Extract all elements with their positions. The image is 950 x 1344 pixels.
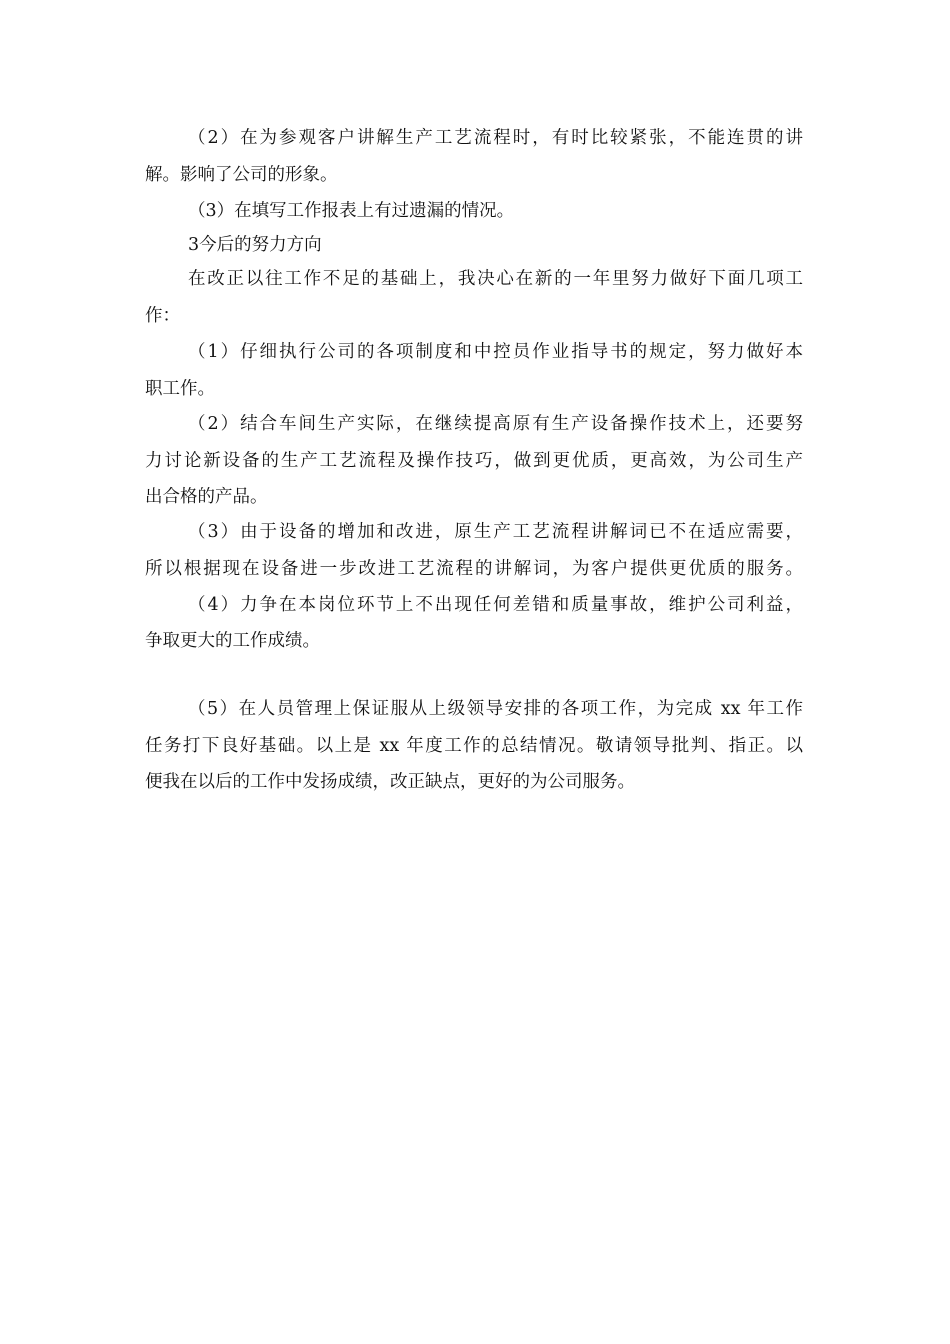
paragraph-line: 在改正以往工作不足的基础上，我决心在新的一年里努力做好下面几项工 <box>188 269 803 289</box>
paragraph-line: 出合格的产品。 <box>145 487 268 507</box>
paragraph-line: （3）在填写工作报表上有过遗漏的情况。 <box>188 201 515 221</box>
paragraph-line: 任务打下良好基础。以上是 xx 年度工作的总结情况。敬请领导批判、指正。以 <box>145 736 803 756</box>
paragraph-line: 作： <box>145 306 180 326</box>
paragraph-line: 便我在以后的工作中发扬成绩，改正缺点，更好的为公司服务。 <box>145 772 635 792</box>
paragraph-line: （3）由于设备的增加和改进，原生产工艺流程讲解词已不在适应需要， <box>188 522 803 542</box>
paragraph-line: （5）在人员管理上保证服从上级领导安排的各项工作，为完成 xx 年工作 <box>188 699 803 719</box>
paragraph-line: 力讨论新设备的生产工艺流程及操作技巧，做到更优质，更高效，为公司生产 <box>145 451 803 471</box>
paragraph-line: （1）仔细执行公司的各项制度和中控员作业指导书的规定，努力做好本 <box>188 342 803 362</box>
paragraph-line: 所以根据现在设备进一步改进工艺流程的讲解词，为客户提供更优质的服务。 <box>145 559 803 579</box>
paragraph-line: （2）结合车间生产实际，在继续提高原有生产设备操作技术上，还要努 <box>188 414 803 434</box>
paragraph-line: （2）在为参观客户讲解生产工艺流程时，有时比较紧张，不能连贯的讲 <box>188 128 803 148</box>
paragraph-line: 争取更大的工作成绩。 <box>145 631 320 651</box>
paragraph-line: 职工作。 <box>145 379 215 399</box>
paragraph-line: 解。影响了公司的形象。 <box>145 165 338 185</box>
section-heading: 3今后的努力方向 <box>188 235 322 255</box>
paragraph-line: （4）力争在本岗位环节上不出现任何差错和质量事故，维护公司利益， <box>188 595 803 615</box>
